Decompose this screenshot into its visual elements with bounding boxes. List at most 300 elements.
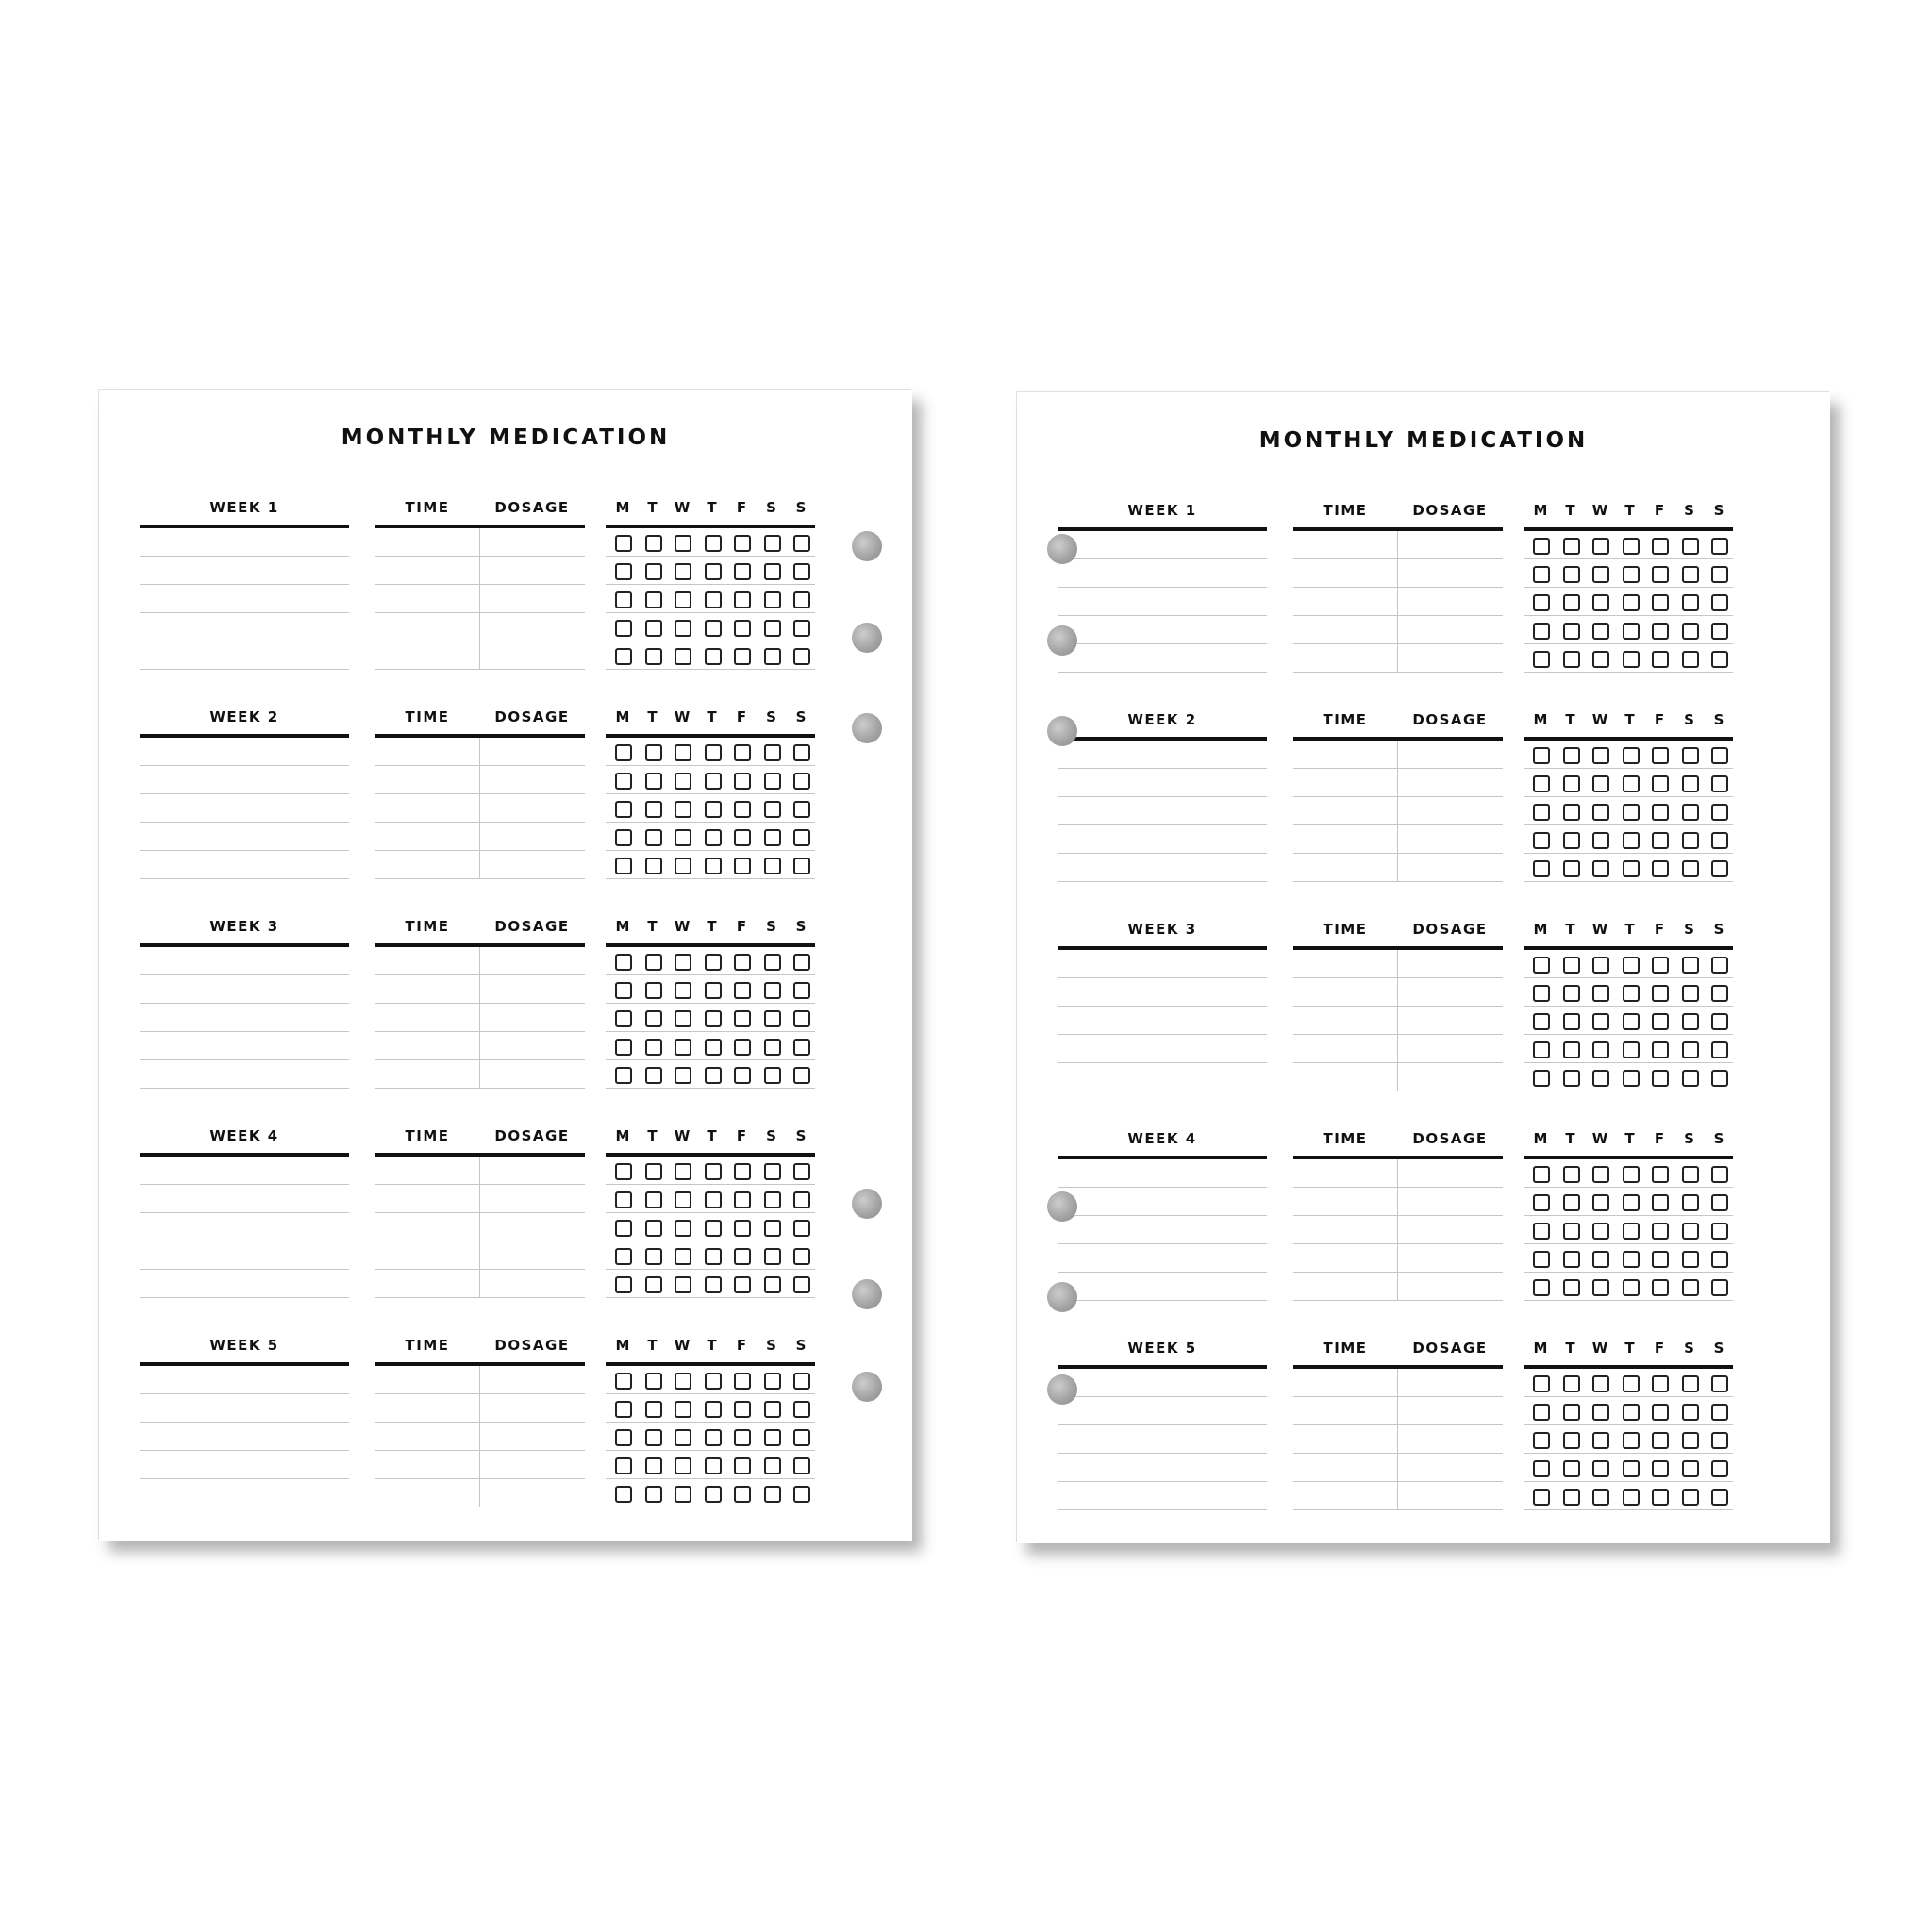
day-checkbox[interactable] (645, 1220, 662, 1237)
writing-line[interactable] (375, 1059, 585, 1060)
day-checkbox[interactable] (1623, 860, 1640, 877)
day-checkbox[interactable] (1592, 747, 1609, 764)
writing-line[interactable] (375, 793, 585, 794)
day-checkbox[interactable] (1711, 1375, 1728, 1392)
writing-line[interactable] (1293, 1187, 1503, 1188)
day-checkbox[interactable] (1652, 1013, 1669, 1030)
day-checkbox[interactable] (734, 1191, 751, 1208)
day-checkbox[interactable] (1682, 538, 1699, 555)
day-checkbox[interactable] (764, 1457, 781, 1474)
day-checkbox[interactable] (1563, 775, 1580, 792)
writing-line[interactable] (140, 793, 349, 794)
writing-line[interactable] (1058, 881, 1267, 882)
day-checkbox[interactable] (675, 1486, 691, 1503)
day-checkbox[interactable] (1711, 1460, 1728, 1477)
day-checkbox[interactable] (705, 954, 722, 971)
day-checkbox[interactable] (1682, 1279, 1699, 1296)
day-checkbox[interactable] (615, 954, 632, 971)
day-checkbox[interactable] (1592, 651, 1609, 668)
day-checkbox[interactable] (1623, 775, 1640, 792)
day-checkbox[interactable] (1682, 747, 1699, 764)
writing-line[interactable] (375, 1450, 585, 1451)
day-checkbox[interactable] (1623, 747, 1640, 764)
day-checkbox[interactable] (705, 1429, 722, 1446)
day-checkbox[interactable] (645, 1163, 662, 1180)
writing-line[interactable] (1524, 615, 1733, 616)
writing-line[interactable] (140, 669, 349, 670)
day-checkbox[interactable] (705, 982, 722, 999)
day-checkbox[interactable] (1533, 775, 1550, 792)
day-checkbox[interactable] (675, 801, 691, 818)
day-checkbox[interactable] (1711, 957, 1728, 974)
day-checkbox[interactable] (1592, 1070, 1609, 1087)
day-checkbox[interactable] (645, 1401, 662, 1418)
day-checkbox[interactable] (1652, 1041, 1669, 1058)
day-checkbox[interactable] (1623, 957, 1640, 974)
day-checkbox[interactable] (1623, 1404, 1640, 1421)
day-checkbox[interactable] (764, 1276, 781, 1293)
day-checkbox[interactable] (615, 1486, 632, 1503)
day-checkbox[interactable] (1623, 651, 1640, 668)
writing-line[interactable] (1058, 1243, 1267, 1244)
writing-line[interactable] (1524, 977, 1733, 978)
day-checkbox[interactable] (1711, 860, 1728, 877)
day-checkbox[interactable] (645, 1373, 662, 1390)
day-checkbox[interactable] (705, 858, 722, 874)
day-checkbox[interactable] (1652, 651, 1669, 668)
day-checkbox[interactable] (1623, 566, 1640, 583)
writing-line[interactable] (140, 850, 349, 851)
day-checkbox[interactable] (615, 773, 632, 790)
day-checkbox[interactable] (1623, 594, 1640, 611)
writing-line[interactable] (1058, 824, 1267, 825)
day-checkbox[interactable] (1682, 804, 1699, 821)
day-checkbox[interactable] (1652, 1194, 1669, 1211)
day-checkbox[interactable] (675, 954, 691, 971)
writing-line[interactable] (375, 878, 585, 879)
day-checkbox[interactable] (793, 563, 810, 580)
day-checkbox[interactable] (793, 1373, 810, 1390)
day-checkbox[interactable] (1711, 747, 1728, 764)
writing-line[interactable] (1524, 1424, 1733, 1425)
day-checkbox[interactable] (734, 648, 751, 665)
day-checkbox[interactable] (645, 1067, 662, 1084)
day-checkbox[interactable] (1623, 623, 1640, 640)
day-checkbox[interactable] (1623, 1432, 1640, 1449)
writing-line[interactable] (1293, 796, 1503, 797)
day-checkbox[interactable] (675, 1276, 691, 1293)
day-checkbox[interactable] (1533, 804, 1550, 821)
day-checkbox[interactable] (1563, 1460, 1580, 1477)
day-checkbox[interactable] (645, 1429, 662, 1446)
day-checkbox[interactable] (764, 773, 781, 790)
writing-line[interactable] (606, 1478, 815, 1479)
day-checkbox[interactable] (1592, 566, 1609, 583)
day-checkbox[interactable] (1711, 1279, 1728, 1296)
day-checkbox[interactable] (793, 620, 810, 637)
day-checkbox[interactable] (764, 1401, 781, 1418)
day-checkbox[interactable] (1711, 804, 1728, 821)
writing-line[interactable] (606, 793, 815, 794)
day-checkbox[interactable] (1563, 1041, 1580, 1058)
day-checkbox[interactable] (1682, 1251, 1699, 1268)
day-checkbox[interactable] (1623, 985, 1640, 1002)
day-checkbox[interactable] (705, 1067, 722, 1084)
day-checkbox[interactable] (764, 1248, 781, 1265)
day-checkbox[interactable] (764, 1067, 781, 1084)
day-checkbox[interactable] (1652, 1432, 1669, 1449)
writing-line[interactable] (1058, 1453, 1267, 1454)
day-checkbox[interactable] (734, 1163, 751, 1180)
day-checkbox[interactable] (734, 1429, 751, 1446)
day-checkbox[interactable] (1652, 957, 1669, 974)
day-checkbox[interactable] (734, 829, 751, 846)
writing-line[interactable] (606, 1269, 815, 1270)
day-checkbox[interactable] (645, 858, 662, 874)
writing-line[interactable] (375, 669, 585, 670)
day-checkbox[interactable] (764, 620, 781, 637)
writing-line[interactable] (140, 974, 349, 975)
day-checkbox[interactable] (1563, 860, 1580, 877)
day-checkbox[interactable] (1592, 1223, 1609, 1240)
day-checkbox[interactable] (645, 1010, 662, 1027)
day-checkbox[interactable] (705, 1220, 722, 1237)
day-checkbox[interactable] (734, 1457, 751, 1474)
day-checkbox[interactable] (734, 563, 751, 580)
day-checkbox[interactable] (1682, 1432, 1699, 1449)
writing-line[interactable] (1058, 1006, 1267, 1007)
writing-line[interactable] (1058, 558, 1267, 559)
day-checkbox[interactable] (615, 1401, 632, 1418)
day-checkbox[interactable] (675, 829, 691, 846)
writing-line[interactable] (375, 612, 585, 613)
day-checkbox[interactable] (645, 829, 662, 846)
day-checkbox[interactable] (645, 535, 662, 552)
writing-line[interactable] (375, 822, 585, 823)
day-checkbox[interactable] (1592, 1404, 1609, 1421)
day-checkbox[interactable] (615, 648, 632, 665)
day-checkbox[interactable] (1711, 1223, 1728, 1240)
writing-line[interactable] (606, 1031, 815, 1032)
day-checkbox[interactable] (1592, 804, 1609, 821)
day-checkbox[interactable] (705, 1486, 722, 1503)
day-checkbox[interactable] (615, 744, 632, 761)
day-checkbox[interactable] (615, 1010, 632, 1027)
day-checkbox[interactable] (675, 620, 691, 637)
day-checkbox[interactable] (675, 563, 691, 580)
writing-line[interactable] (606, 1088, 815, 1089)
day-checkbox[interactable] (1623, 1375, 1640, 1392)
day-checkbox[interactable] (1711, 1194, 1728, 1211)
writing-line[interactable] (375, 850, 585, 851)
writing-line[interactable] (1293, 1272, 1503, 1273)
day-checkbox[interactable] (615, 1248, 632, 1265)
day-checkbox[interactable] (705, 744, 722, 761)
day-checkbox[interactable] (1682, 1489, 1699, 1506)
writing-line[interactable] (140, 822, 349, 823)
writing-line[interactable] (1524, 1272, 1733, 1273)
day-checkbox[interactable] (615, 563, 632, 580)
writing-line[interactable] (1293, 558, 1503, 559)
day-checkbox[interactable] (1533, 594, 1550, 611)
day-checkbox[interactable] (1533, 1013, 1550, 1030)
day-checkbox[interactable] (1623, 1460, 1640, 1477)
writing-line[interactable] (1293, 643, 1503, 644)
day-checkbox[interactable] (1623, 832, 1640, 849)
day-checkbox[interactable] (764, 1429, 781, 1446)
day-checkbox[interactable] (793, 954, 810, 971)
day-checkbox[interactable] (705, 1163, 722, 1180)
day-checkbox[interactable] (1533, 1279, 1550, 1296)
writing-line[interactable] (1524, 796, 1733, 797)
day-checkbox[interactable] (793, 1010, 810, 1027)
day-checkbox[interactable] (675, 1220, 691, 1237)
day-checkbox[interactable] (793, 1191, 810, 1208)
day-checkbox[interactable] (734, 1373, 751, 1390)
day-checkbox[interactable] (1592, 957, 1609, 974)
day-checkbox[interactable] (1563, 1251, 1580, 1268)
day-checkbox[interactable] (1592, 594, 1609, 611)
writing-line[interactable] (1058, 672, 1267, 673)
day-checkbox[interactable] (764, 1220, 781, 1237)
day-checkbox[interactable] (1563, 957, 1580, 974)
day-checkbox[interactable] (1652, 747, 1669, 764)
day-checkbox[interactable] (1652, 1223, 1669, 1240)
day-checkbox[interactable] (1652, 1375, 1669, 1392)
day-checkbox[interactable] (675, 1429, 691, 1446)
day-checkbox[interactable] (615, 982, 632, 999)
writing-line[interactable] (375, 1269, 585, 1270)
writing-line[interactable] (140, 765, 349, 766)
day-checkbox[interactable] (645, 1457, 662, 1474)
day-checkbox[interactable] (1682, 594, 1699, 611)
writing-line[interactable] (140, 878, 349, 879)
day-checkbox[interactable] (1563, 1194, 1580, 1211)
writing-line[interactable] (1524, 672, 1733, 673)
day-checkbox[interactable] (764, 829, 781, 846)
day-checkbox[interactable] (793, 1429, 810, 1446)
day-checkbox[interactable] (675, 1067, 691, 1084)
day-checkbox[interactable] (1592, 775, 1609, 792)
day-checkbox[interactable] (645, 591, 662, 608)
day-checkbox[interactable] (764, 1191, 781, 1208)
day-checkbox[interactable] (793, 829, 810, 846)
writing-line[interactable] (140, 1059, 349, 1060)
day-checkbox[interactable] (675, 1401, 691, 1418)
day-checkbox[interactable] (1533, 1432, 1550, 1449)
day-checkbox[interactable] (1592, 1375, 1609, 1392)
writing-line[interactable] (1293, 1424, 1503, 1425)
writing-line[interactable] (1524, 824, 1733, 825)
day-checkbox[interactable] (793, 1067, 810, 1084)
writing-line[interactable] (375, 1422, 585, 1423)
day-checkbox[interactable] (705, 1039, 722, 1056)
day-checkbox[interactable] (1563, 1375, 1580, 1392)
day-checkbox[interactable] (615, 591, 632, 608)
day-checkbox[interactable] (793, 1039, 810, 1056)
day-checkbox[interactable] (705, 535, 722, 552)
writing-line[interactable] (1293, 768, 1503, 769)
day-checkbox[interactable] (1711, 1013, 1728, 1030)
day-checkbox[interactable] (1563, 1070, 1580, 1087)
writing-line[interactable] (1293, 977, 1503, 978)
writing-line[interactable] (1058, 615, 1267, 616)
day-checkbox[interactable] (705, 1191, 722, 1208)
day-checkbox[interactable] (793, 801, 810, 818)
day-checkbox[interactable] (675, 982, 691, 999)
writing-line[interactable] (606, 1450, 815, 1451)
day-checkbox[interactable] (675, 1163, 691, 1180)
writing-line[interactable] (140, 1212, 349, 1213)
day-checkbox[interactable] (1592, 1166, 1609, 1183)
day-checkbox[interactable] (1533, 538, 1550, 555)
day-checkbox[interactable] (1533, 1375, 1550, 1392)
day-checkbox[interactable] (675, 1191, 691, 1208)
day-checkbox[interactable] (1711, 832, 1728, 849)
writing-line[interactable] (375, 1478, 585, 1479)
day-checkbox[interactable] (615, 535, 632, 552)
day-checkbox[interactable] (1533, 1404, 1550, 1421)
day-checkbox[interactable] (645, 620, 662, 637)
writing-line[interactable] (606, 1059, 815, 1060)
day-checkbox[interactable] (734, 535, 751, 552)
day-checkbox[interactable] (1682, 1194, 1699, 1211)
day-checkbox[interactable] (1682, 623, 1699, 640)
day-checkbox[interactable] (1563, 1223, 1580, 1240)
day-checkbox[interactable] (1592, 1460, 1609, 1477)
writing-line[interactable] (1058, 1424, 1267, 1425)
writing-line[interactable] (375, 974, 585, 975)
writing-line[interactable] (1293, 587, 1503, 588)
day-checkbox[interactable] (1711, 1404, 1728, 1421)
writing-line[interactable] (1058, 1396, 1267, 1397)
day-checkbox[interactable] (1682, 566, 1699, 583)
writing-line[interactable] (1293, 853, 1503, 854)
day-checkbox[interactable] (1711, 1166, 1728, 1183)
day-checkbox[interactable] (705, 801, 722, 818)
writing-line[interactable] (140, 1393, 349, 1394)
day-checkbox[interactable] (645, 954, 662, 971)
day-checkbox[interactable] (1592, 1489, 1609, 1506)
day-checkbox[interactable] (1592, 1279, 1609, 1296)
day-checkbox[interactable] (764, 648, 781, 665)
day-checkbox[interactable] (734, 744, 751, 761)
writing-line[interactable] (1524, 587, 1733, 588)
day-checkbox[interactable] (1623, 1223, 1640, 1240)
writing-line[interactable] (1524, 1062, 1733, 1063)
day-checkbox[interactable] (1652, 985, 1669, 1002)
day-checkbox[interactable] (1652, 566, 1669, 583)
day-checkbox[interactable] (764, 1163, 781, 1180)
day-checkbox[interactable] (1682, 1460, 1699, 1477)
writing-line[interactable] (606, 1393, 815, 1394)
day-checkbox[interactable] (1652, 860, 1669, 877)
day-checkbox[interactable] (1533, 1194, 1550, 1211)
day-checkbox[interactable] (793, 535, 810, 552)
day-checkbox[interactable] (705, 620, 722, 637)
writing-line[interactable] (1293, 1481, 1503, 1482)
day-checkbox[interactable] (615, 1191, 632, 1208)
writing-line[interactable] (606, 822, 815, 823)
day-checkbox[interactable] (734, 620, 751, 637)
day-checkbox[interactable] (1682, 1070, 1699, 1087)
day-checkbox[interactable] (615, 829, 632, 846)
day-checkbox[interactable] (1682, 860, 1699, 877)
day-checkbox[interactable] (1711, 538, 1728, 555)
day-checkbox[interactable] (705, 1248, 722, 1265)
writing-line[interactable] (375, 584, 585, 585)
day-checkbox[interactable] (734, 1248, 751, 1265)
day-checkbox[interactable] (1623, 1070, 1640, 1087)
day-checkbox[interactable] (675, 591, 691, 608)
writing-line[interactable] (1058, 587, 1267, 588)
day-checkbox[interactable] (1623, 1166, 1640, 1183)
day-checkbox[interactable] (1533, 651, 1550, 668)
day-checkbox[interactable] (645, 801, 662, 818)
writing-line[interactable] (1058, 1481, 1267, 1482)
day-checkbox[interactable] (1592, 985, 1609, 1002)
day-checkbox[interactable] (1563, 566, 1580, 583)
writing-line[interactable] (140, 1269, 349, 1270)
day-checkbox[interactable] (1533, 566, 1550, 583)
day-checkbox[interactable] (705, 1276, 722, 1293)
writing-line[interactable] (140, 1450, 349, 1451)
day-checkbox[interactable] (734, 954, 751, 971)
day-checkbox[interactable] (1533, 1489, 1550, 1506)
day-checkbox[interactable] (793, 648, 810, 665)
writing-line[interactable] (1524, 1243, 1733, 1244)
writing-line[interactable] (140, 584, 349, 585)
day-checkbox[interactable] (645, 773, 662, 790)
day-checkbox[interactable] (1563, 651, 1580, 668)
day-checkbox[interactable] (1623, 1489, 1640, 1506)
day-checkbox[interactable] (1711, 1489, 1728, 1506)
day-checkbox[interactable] (1652, 1489, 1669, 1506)
day-checkbox[interactable] (764, 1486, 781, 1503)
writing-line[interactable] (606, 1297, 815, 1298)
day-checkbox[interactable] (1623, 1279, 1640, 1296)
day-checkbox[interactable] (1652, 623, 1669, 640)
day-checkbox[interactable] (1563, 1489, 1580, 1506)
day-checkbox[interactable] (734, 801, 751, 818)
day-checkbox[interactable] (1592, 623, 1609, 640)
day-checkbox[interactable] (1711, 566, 1728, 583)
writing-line[interactable] (140, 1003, 349, 1004)
day-checkbox[interactable] (734, 1401, 751, 1418)
writing-line[interactable] (375, 1003, 585, 1004)
writing-line[interactable] (606, 1422, 815, 1423)
day-checkbox[interactable] (764, 858, 781, 874)
day-checkbox[interactable] (675, 858, 691, 874)
day-checkbox[interactable] (1533, 1251, 1550, 1268)
day-checkbox[interactable] (675, 1373, 691, 1390)
writing-line[interactable] (1058, 768, 1267, 769)
day-checkbox[interactable] (1682, 1375, 1699, 1392)
day-checkbox[interactable] (615, 858, 632, 874)
writing-line[interactable] (1524, 1509, 1733, 1510)
writing-line[interactable] (1058, 1062, 1267, 1063)
writing-line[interactable] (1058, 853, 1267, 854)
writing-line[interactable] (1293, 1509, 1503, 1510)
day-checkbox[interactable] (1563, 985, 1580, 1002)
day-checkbox[interactable] (1652, 1279, 1669, 1296)
writing-line[interactable] (375, 1212, 585, 1213)
writing-line[interactable] (140, 612, 349, 613)
writing-line[interactable] (1524, 643, 1733, 644)
day-checkbox[interactable] (1682, 1041, 1699, 1058)
day-checkbox[interactable] (645, 982, 662, 999)
day-checkbox[interactable] (675, 1457, 691, 1474)
